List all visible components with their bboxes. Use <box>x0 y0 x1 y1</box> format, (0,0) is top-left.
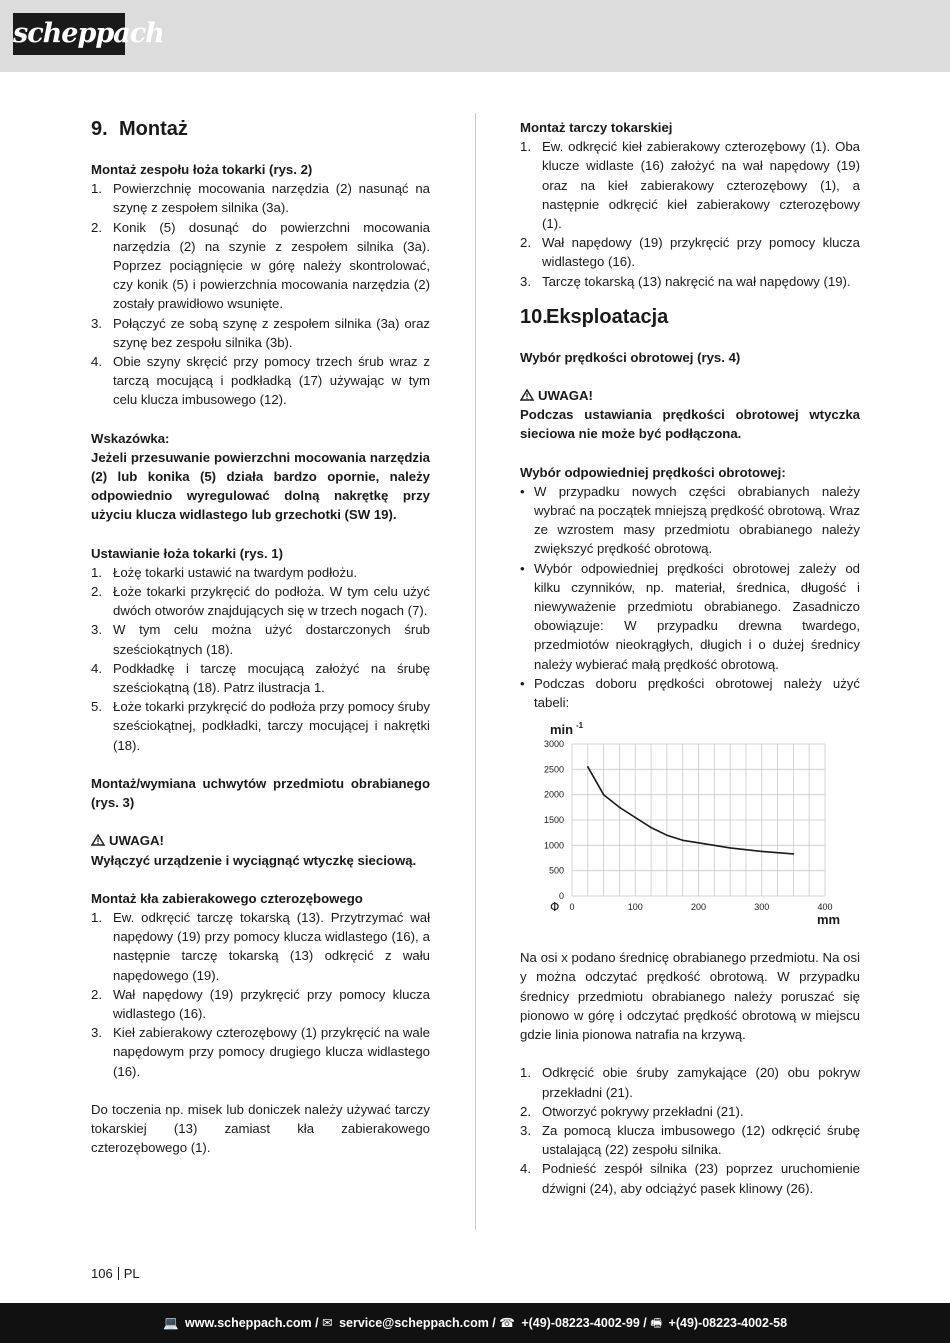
y-tick-label: 3000 <box>543 739 564 750</box>
computer-icon: 💻 <box>162 1316 179 1330</box>
list-item: 4. Podnieść zespół silnika (23) poprzez uruchomienie dźwigni (24), aby odciążyć pasek klinowy (26). <box>520 1161 860 1196</box>
subheading-bed-setup: Ustawianie łoża tokarki (rys. 1) <box>91 545 284 561</box>
brand-logo: scheppach <box>13 13 125 55</box>
hint-label: Wskazówka: <box>91 430 170 446</box>
right-column <box>520 118 860 1198</box>
data-point <box>793 853 795 855</box>
data-point <box>587 766 589 768</box>
list-item: • Wybór odpowiedniej prędkości obrotowej zależy od kilku czynników, np. materiał, średnica, długość i niewyważenie przedmiotu obrabianego. Zasadniczo obowiązuje: W przypadku drewna twardego, przedmiotów nieokrągłych, długich i o dużej średnicy należy wybierać małą prędkość obrotową. <box>520 560 860 672</box>
phone-icon: ☎ <box>499 1316 515 1330</box>
data-point <box>729 847 731 849</box>
data-point <box>666 835 668 837</box>
list-item: 2. Wał napędowy (19) przykręcić przy pomocy klucza widlastego (16). <box>91 986 430 1021</box>
section-number: 9. <box>91 118 108 140</box>
subheading-choose-speed: Wybór odpowiedniej prędkości obrotowej: <box>520 464 786 480</box>
section-title: Eksploatacja <box>546 305 669 328</box>
list-item: 3. W tym celu można użyć dostarczonych śrub sześciokątnych (18). <box>91 622 430 657</box>
y-axis-label: min <box>550 722 574 738</box>
list-item: 3. Za pomocą klucza imbusowego (12) odkręcić śrubę ustalającą (22) zespołu silnika. <box>520 1122 860 1158</box>
footer-fax: +(49)-08223-4002-58 <box>668 1316 788 1330</box>
warning-icon <box>520 389 534 401</box>
list-item: 1. Łożę tokarki ustawić na twardym podłożu. <box>91 564 358 580</box>
warning-text: Wyłączyć urządzenie i wyciągnąć wtyczkę sieciową. <box>91 852 417 868</box>
x-tick-label: 200 <box>690 902 707 913</box>
footer-bar: 💻 www.scheppach.com / ✉ service@scheppach.com / ☎ +(49)-08223-4002-99 / 🖷 +(49)-08223-4002-58 <box>0 1303 950 1343</box>
x-axis-label: mm <box>817 912 841 928</box>
data-point <box>619 807 621 809</box>
warning-text: Podczas ustawiania prędkości obrotowej wtyczka sieciowa nie może być podłączona. <box>520 407 860 442</box>
left-column <box>91 118 430 1157</box>
list-item: • Podczas doboru prędkości obrotowej należy użyć tabeli: <box>520 675 860 711</box>
list-item: 2. Łoże tokarki przykręcić do podłoża. W tym celu użyć dwóch otworów znajdujących się w trzech nogach (7). <box>91 584 430 619</box>
page-number-value: 106 <box>91 1266 113 1281</box>
subheading-spur: Montaż kła zabierakowego czterozębowego <box>91 890 363 906</box>
warning-heading: UWAGA! <box>520 386 860 405</box>
data-point <box>698 842 700 844</box>
header-bar <box>0 0 950 72</box>
subheading-faceplate: Montaż tarczy tokarskiej <box>520 120 673 135</box>
bed-steps-list <box>91 179 430 409</box>
list-item: 2. Wał napędowy (19) przykręcić przy pomocy klucza widlastego (16). <box>520 235 860 270</box>
subheading-bed-assembly: Montaż zespołu łoża tokarki (rys. 2) <box>91 162 313 177</box>
section-number: 10. <box>520 305 548 328</box>
y-tick-label: 500 <box>548 865 564 876</box>
section-title: Montaż <box>119 118 188 140</box>
y-tick-label: 0 <box>558 891 564 902</box>
y-tick-label: 1500 <box>543 815 564 826</box>
list-item: 2. Otworzyć pokrywy przekładni (21). <box>520 1103 744 1119</box>
data-point <box>682 840 684 842</box>
list-item: 1. Powierzchnię mocowania narzędzia (2) nasunąć na szynę z zespołem silnika (3a). <box>91 181 430 216</box>
data-point <box>761 851 763 853</box>
y-tick-label: 2000 <box>543 789 564 800</box>
hint-text: Jeżeli przesuwanie powierzchni mocowania narzędzia (2) lub konika (5) działa bardzo opornie, należy odpowiednio wyregulować dolną nakrętkę przy użyciu klucza widlastego lub grzechotki (SW 19). <box>91 449 430 523</box>
x-axis-symbol: Φ <box>550 900 560 915</box>
list-item: 4. Obie szyny skręcić przy pomocy trzech śrub wraz z tarczą mocującą i podkładką (17) używając w tym celu klucza imbusowego (12). <box>91 354 430 408</box>
closing-paragraph: Do toczenia np. misek lub doniczek należy używać tarczy tokarskiej (13) zamiast kła zabierakowego czterozębowego (1). <box>91 1101 430 1156</box>
list-item: 1. Odkręcić obie śruby zamykające (20) obu pokryw przekładni (21). <box>520 1065 860 1100</box>
fax-icon: 🖷 <box>650 1316 663 1330</box>
list-item: 4. Podkładkę i tarczę mocującą założyć na śrubę sześciokątną (18). Patrz ilustracja 1. <box>91 660 430 696</box>
column-divider <box>475 113 476 1230</box>
faceplate-steps-list <box>520 137 860 291</box>
belt-steps-list <box>520 1063 860 1197</box>
list-item: 3. Połączyć ze sobą szynę z zespołem silnika (3a) oraz szynę bez zespołu silnika (3b). <box>91 315 430 350</box>
list-item: 3. Tarczę tokarską (13) nakręcić na wał napędowy (19). <box>520 273 851 289</box>
y-tick-label: 2500 <box>543 764 564 775</box>
x-tick-label: 300 <box>754 902 770 913</box>
footer-email[interactable]: service@scheppach.com <box>339 1316 489 1330</box>
x-tick-label: 0 <box>569 902 575 913</box>
x-tick-label: 400 <box>817 902 833 913</box>
subheading-speed: Wybór prędkości obrotowej (rys. 4) <box>520 349 741 365</box>
list-item: • W przypadku nowych części obrabianych należy wybrać na początek mniejszą prędkość obrotową. Wraz ze wzrostem masy przedmiotu obrabianego należy zwiększyć prędkość obrotową. <box>520 483 860 557</box>
page-language: PL <box>123 1266 140 1281</box>
list-item: 1. Ew. odkręcić tarczę tokarską (13). Przytrzymać wał napędowy (19) przy pomocy klucza widlastego (16), a następnie tarczę tokarską (13) odkręcić z wału napędowego (19). <box>91 909 430 983</box>
warning-icon <box>91 834 105 846</box>
y-tick-label: 1000 <box>543 840 564 851</box>
page-number <box>91 1266 140 1281</box>
spur-steps-list <box>91 908 430 1081</box>
list-item: 5. Łoże tokarki przykręcić do podłoża przy pomocy śruby sześciokątnej, podkładki, tarczy mocującej i nakrętki (18). <box>91 699 430 753</box>
data-point <box>634 817 636 819</box>
footer-phone: +(49)-08223-4002-99 <box>521 1316 640 1330</box>
warning-heading: UWAGA! <box>91 831 430 850</box>
data-point <box>603 794 605 796</box>
footer-website[interactable]: www.scheppach.com <box>185 1316 312 1330</box>
list-item: 3. Kieł zabierakowy czterozębowy (1) przykręcić na wale napędowym przy pomocy drugiego klucza widlastego (16). <box>91 1025 430 1079</box>
subheading-holder: Montaż/wymiana uchwytów przedmiotu obrabianego (rys. 3) <box>91 775 430 811</box>
section-heading-9 <box>91 118 430 140</box>
speed-chart-svg <box>520 718 860 933</box>
y-axis-label-sup: -1 <box>576 721 584 731</box>
setup-steps-list <box>91 563 430 755</box>
data-point <box>650 827 652 829</box>
chart-explanation: Na osi x podano średnicę obrabianego przedmiotu. Na osi y można odczytać prędkość obrotową. W przypadku średnicy przedmiotu obrabianego należy poruszać się pionowo w górę i odczytać prędkość obrotową w miejscu gdzie linia pionowa natrafia na krzywą. <box>520 950 860 1043</box>
speed-bullets-list <box>520 482 860 712</box>
x-tick-label: 100 <box>627 902 643 913</box>
section-heading-10 <box>520 306 860 328</box>
list-item: 1. Ew. odkręcić kieł zabierakowy czterozębowy (1). Oba klucze widlaste (16) założyć na wał napędowy (19) oraz na kieł zabierakowy czterozębowy (1), a następnie odkręcić kieł zabierakowy czterozębowy (1). <box>520 139 860 232</box>
speed-curve <box>588 767 794 854</box>
list-item: 2. Konik (5) dosunąć do powierzchni mocowania narzędzia (2) na szynie z zespołem silnika (3a). Poprzez pociągnięcie w górę należy skontrolować, czy konik (5) i powierzchnia mocowania narzędzia (2) zostały prawidłowo wsunięte. <box>91 219 430 312</box>
speed-chart <box>520 718 860 933</box>
mail-icon: ✉ <box>322 1316 333 1330</box>
